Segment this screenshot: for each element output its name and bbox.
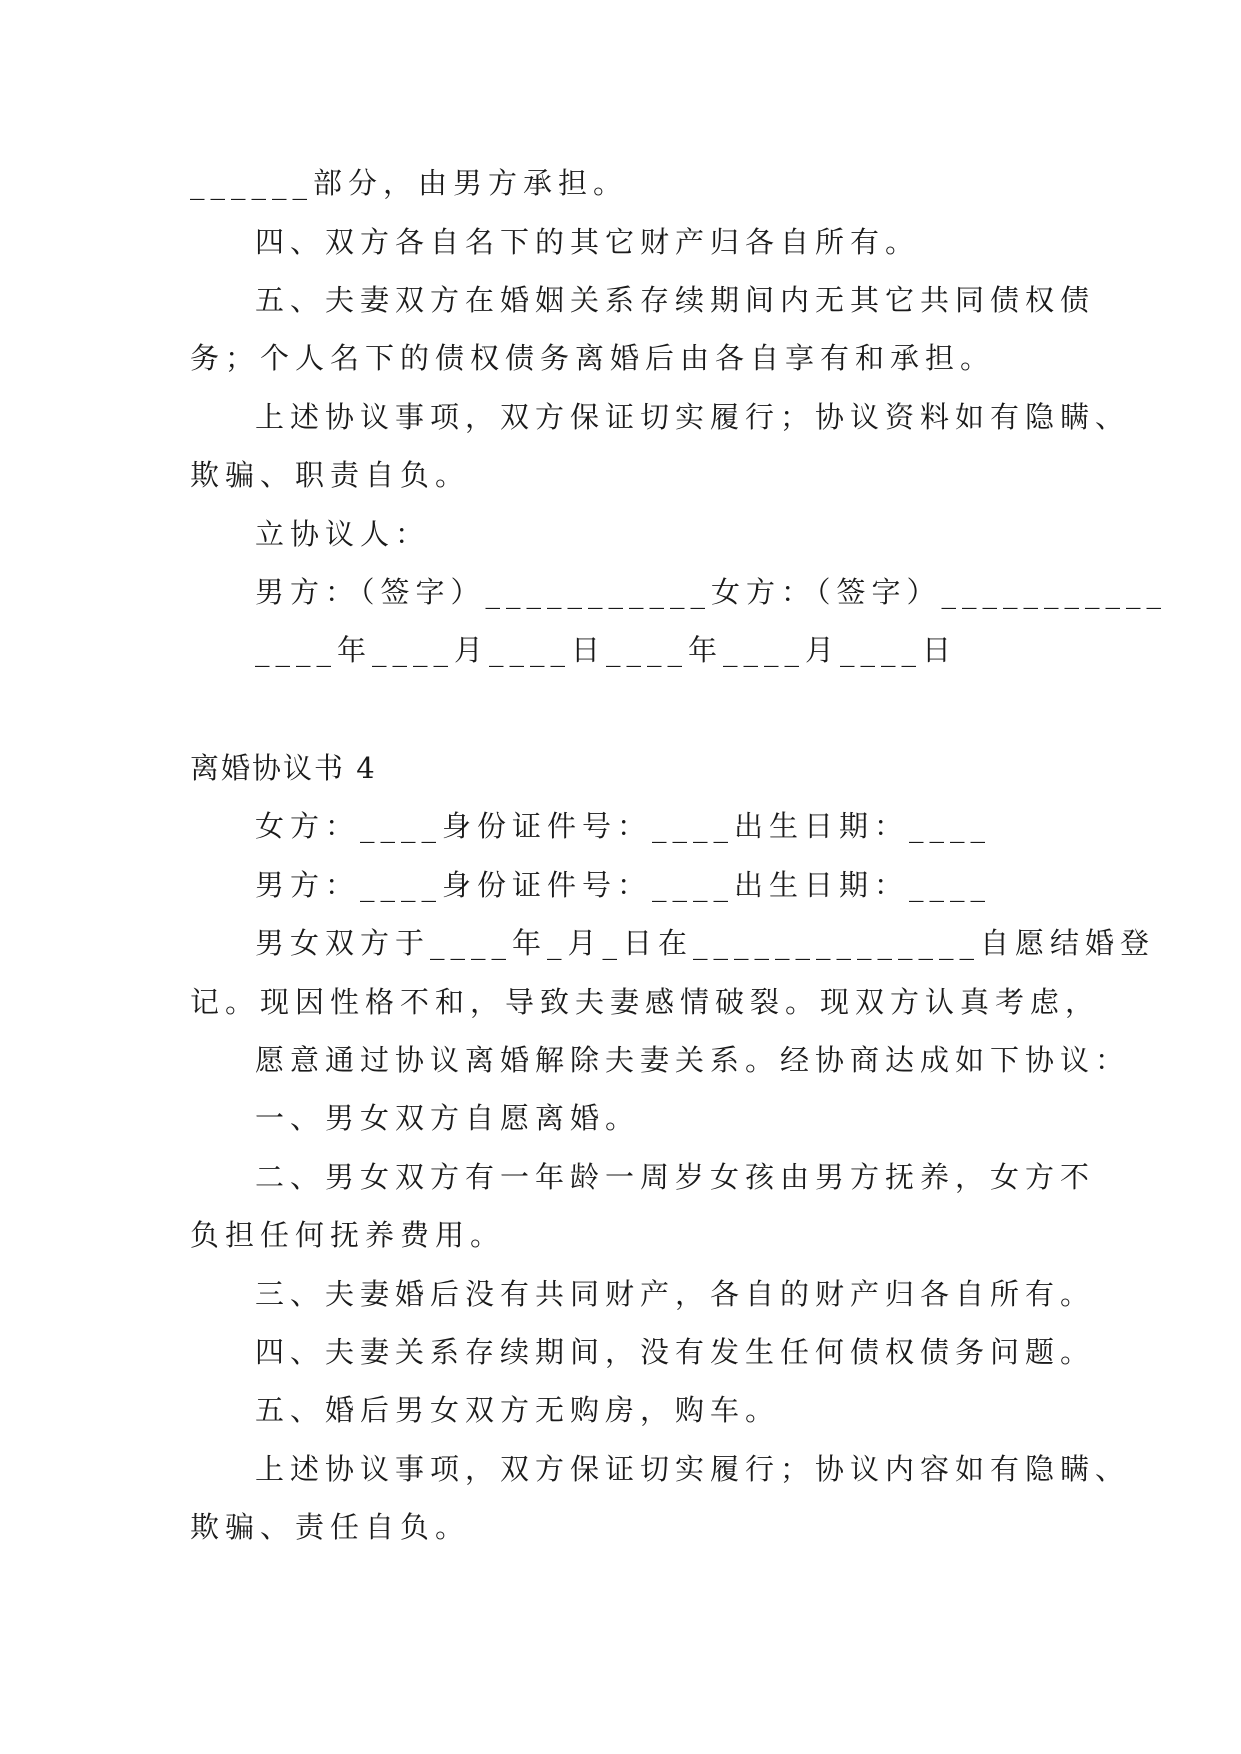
text-line: 立协议人： bbox=[255, 517, 431, 551]
section-title: 离婚协议书 4 bbox=[190, 751, 377, 785]
date-line: ____年____月____日____年____月____日 bbox=[255, 633, 958, 667]
signature-line: 男方：（签字）___________女方：（签字）___________ bbox=[255, 575, 1168, 609]
text-line: 上述协议事项，双方保证切实履行；协议内容如有隐瞒、 bbox=[255, 1452, 1131, 1486]
text-line: 记。现因性格不和，导致夫妻感情破裂。现双方认真考虑， bbox=[190, 985, 1101, 1019]
text-line: 四、双方各自名下的其它财产归各自所有。 bbox=[255, 225, 921, 259]
text-line: 愿意通过协议离婚解除夫妻关系。经协商达成如下协议： bbox=[255, 1043, 1131, 1077]
text-line: 五、婚后男女双方无购房，购车。 bbox=[255, 1393, 781, 1427]
text-line: 四、夫妻关系存续期间，没有发生任何债权债务问题。 bbox=[255, 1335, 1096, 1369]
text-line: 欺骗、职责自负。 bbox=[190, 458, 471, 492]
text-line: 男女双方于____年_月_日在______________自愿结婚登 bbox=[255, 926, 1156, 960]
text-line: ______部分，由男方承担。 bbox=[190, 166, 629, 200]
text-line: 男方：____身份证件号：____出生日期：____ bbox=[255, 868, 992, 902]
text-line: 务；个人名下的债权债务离婚后由各自享有和承担。 bbox=[190, 341, 996, 375]
text-line: 上述协议事项，双方保证切实履行；协议资料如有隐瞒、 bbox=[255, 400, 1131, 434]
text-line: 负担任何抚养费用。 bbox=[190, 1218, 506, 1252]
text-line: 一、男女双方自愿离婚。 bbox=[255, 1101, 641, 1135]
text-line: 二、男女双方有一年龄一周岁女孩由男方抚养，女方不 bbox=[255, 1160, 1096, 1194]
text-line: 女方：____身份证件号：____出生日期：____ bbox=[255, 809, 992, 843]
text-line: 三、夫妻婚后没有共同财产，各自的财产归各自所有。 bbox=[255, 1277, 1096, 1311]
text-line: 欺骗、责任自负。 bbox=[190, 1510, 471, 1544]
text-line: 五、夫妻双方在婚姻关系存续期间内无其它共同债权债 bbox=[255, 283, 1096, 317]
